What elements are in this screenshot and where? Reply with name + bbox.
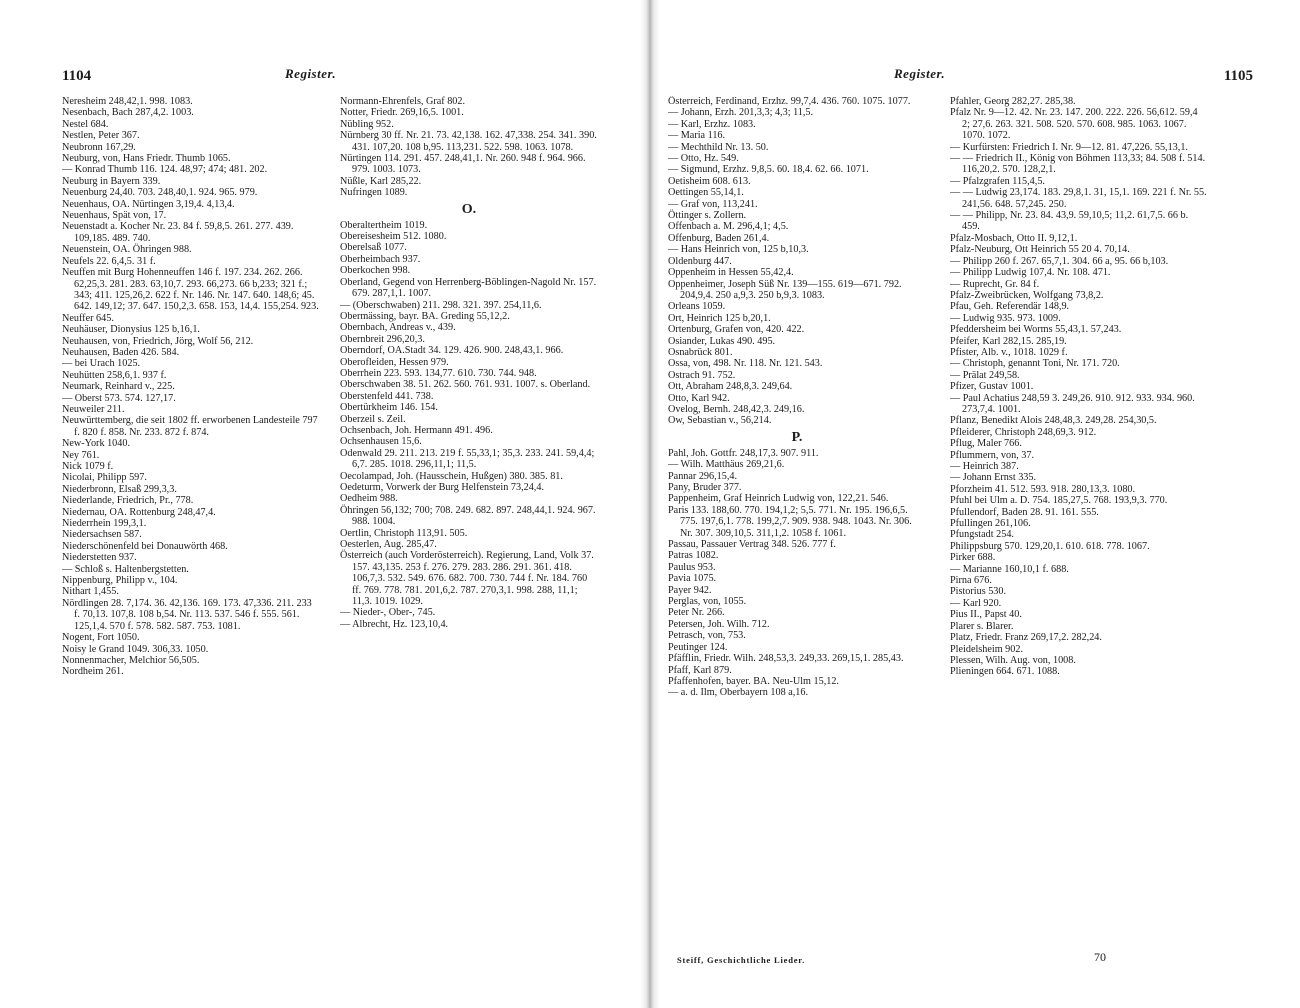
register-entry: Pistorius 530. [950, 586, 1007, 598]
register-entry: Obernbreit 296,20,3. [340, 333, 425, 345]
register-entry: Pany, Bruder 377. [668, 482, 742, 493]
register-entry: Oppenheim in Hessen 55,42,4. [668, 267, 794, 279]
register-entry: Pfeifer, Karl 282,15. 285,19. [950, 335, 1067, 347]
register-entry: Neuenstein, OA. Öhringen 988. [62, 244, 192, 256]
register-entry: Neuhäuser, Dionysius 125 b,16,1. [62, 324, 200, 336]
register-entry: — Sigmund, Erzhz. 9,8,5. 60. 18,4. 62. 66. 1071. [668, 164, 869, 176]
register-entry: — Ludwig 935. 973. 1009. [950, 312, 1061, 324]
register-entry: Perglas, von, 1055. [668, 596, 747, 608]
register-entry: Pflummern, von, 37. [950, 449, 1035, 461]
register-entry: Ow, Sebastian v., 56,214. [668, 415, 772, 427]
register-entry: Neumark, Reinhard v., 225. [62, 381, 175, 393]
register-entry: Nesenbach, Bach 287,4,2. 1003. [62, 107, 194, 119]
register-entry: Ott, Abraham 248,8,3. 249,64. [668, 381, 793, 393]
register-entry: Oberheimbach 937. [340, 253, 421, 265]
register-entry: Nogent, Fort 1050. [62, 632, 140, 644]
register-entry: Neuwürttemberg, die seit 1802 ff. erworbenen Landesteile 797 f. 820 f. 858. Nr. 233. 872 f. 874. [62, 415, 318, 438]
register-entry: Pflanz, Benedikt Alois 248,48,3. 249,28. 254,30,5. [950, 415, 1157, 427]
register-entry: Passau, Passauer Vertrag 348. 526. 777 f. [668, 539, 836, 551]
register-entry: — Albrecht, Hz. 123,10,4. [340, 618, 449, 630]
register-entry: — Otto, Hz. 549. [668, 153, 739, 165]
register-entry: Plessen, Wilh. Aug. von, 1008. [950, 654, 1076, 666]
register-entry: Pirker 688. [950, 552, 996, 564]
register-entry: Neuhausen, Baden 426. 584. [62, 346, 180, 358]
register-entry: Pfister, Alb. v., 1018. 1029 f. [950, 346, 1068, 358]
register-column [62, 96, 320, 981]
signature-number: 70 [1094, 950, 1106, 964]
register-entry: Odenwald 29. 211. 213. 219 f. 55,33,1; 35,3. 233. 241. 59,4,4; 6,7. 285. 1018. 296,11,1; 11,5. [340, 447, 595, 471]
register-entry: Noisy le Grand 1049. 306,33. 1050. [62, 643, 209, 655]
register-entry: — Karl 920. [950, 597, 1002, 609]
register-entry: Obertürkheim 146. 154. [340, 402, 438, 414]
register-entry: Peter Nr. 266. [668, 607, 725, 619]
register-entry: Philippsburg 570. 129,20,1. 610. 618. 778. 1067. [950, 540, 1150, 552]
register-entry: Niederstetten 937. [62, 552, 137, 564]
register-entry: Notter, Friedr. 269,16,5. 1001. [340, 107, 464, 119]
section-letter: P. [791, 429, 803, 445]
register-entry: Oberschwaben 38. 51. 262. 560. 761. 931. 1007. s. Oberland. [340, 379, 591, 391]
register-entry: Pfaff, Karl 879. [668, 664, 732, 676]
register-entry: Oedheim 988. [340, 493, 398, 505]
register-entry: Oberofleiden, Hessen 979. [340, 356, 449, 368]
register-entry: Pfullingen 261,106. [950, 518, 1031, 530]
register-entry: — Marianne 160,10,1 f. 688. [950, 563, 1069, 575]
register-entry: — Mechthild Nr. 13. 50. [668, 141, 769, 153]
register-entry: Petrasch, von, 753. [668, 630, 746, 642]
register-entry: Pforzheim 41. 512. 593. 918. 280,13,3. 1080. [950, 483, 1136, 495]
register-entry: Neuburg, von, Hans Friedr. Thumb 1065. [62, 153, 231, 165]
register-entry: Plarer s. Blarer. [950, 620, 1014, 632]
register-entry: Oettingen 55,14,1. [668, 187, 744, 199]
register-entry: Pahl, Joh. Gottfr. 248,17,3. 907. 911. [668, 447, 819, 459]
register-column [668, 96, 926, 981]
register-entry: — Karl, Erzhz. 1083. [668, 118, 756, 130]
register-entry: Ochsenhausen 15,6. [340, 436, 422, 448]
register-entry: Oberrhein 223. 593. 134,77. 610. 730. 744. 948. [340, 367, 537, 379]
register-entry: Neuweiler 211. [62, 403, 125, 415]
register-entry: Neuhausen, von, Friedrich, Jörg, Wolf 56, 212. [62, 335, 254, 347]
register-entry: Pfäfflin, Friedr. Wilh. 248,53,3. 249,33. 269,15,1. 285,43. [668, 653, 904, 665]
register-column [950, 96, 1208, 981]
register-entry: Österreich, Ferdinand, Erzhz. 99,7,4. 436. 760. 1075. 1077. [668, 96, 911, 107]
register-entry: Neuenhaus, OA. Nürtingen 3,19,4. 4,13,4. [62, 198, 235, 210]
register-entry: Pfau, Geh. Referendär 148,9. [950, 301, 1070, 313]
running-head: Register. [894, 66, 946, 81]
register-entry: Pfaffenhofen, bayer. BA. Neu-Ulm 15,12. [668, 675, 839, 687]
register-entry: Neresheim 248,42,1. 998. 1083. [62, 96, 193, 107]
register-entry: Nürnberg 30 ff. Nr. 21. 73. 42,138. 162. 47,338. 254. 341. 390. 431. 107,20. 108 b,95. 113,231. 522. 598. 1063. 1078. [340, 130, 597, 153]
register-entry: — Nieder-, Ober-, 745. [340, 607, 436, 619]
register-entry: — Kurfürsten: Friedrich I. Nr. 9—12. 81. 47,226. 55,13,1. [950, 141, 1188, 153]
register-entry: Ochsenbach, Joh. Hermann 491. 496. [340, 424, 493, 436]
register-entry: — Konrad Thumb 116. 124. 48,97; 474; 481. 202. [62, 164, 268, 176]
register-entry: — Wilh. Matthäus 269,21,6. [668, 459, 785, 471]
register-entry: Obermässing, bayr. BA. Greding 55,12,2. [340, 310, 510, 322]
register-entry: Niedersachsen 587. [62, 529, 142, 541]
register-entry: Osnabrück 801. [668, 346, 733, 358]
register-entry: — Ruprecht, Gr. 84 f. [950, 278, 1040, 290]
register-entry: New-York 1040. [62, 438, 131, 450]
register-entry: Neuenburg 24,40. 703. 248,40,1. 924. 965. 979. [62, 187, 258, 199]
register-entry: Nithart 1,455. [62, 586, 119, 598]
register-entry: — Philipp 260 f. 267. 65,7,1. 304. 66 a, 95. 66 b,103. [950, 255, 1169, 267]
register-entry: — Johann Ernst 335. [950, 472, 1037, 484]
register-entry: Niedernau, OA. Rottenburg 248,47,4. [62, 506, 216, 518]
register-entry: Öhringen 56,132; 700; 708. 249. 682. 897. 248,44,1. 924. 967. 988. 1004. [340, 504, 596, 528]
register-entry: Neuenhaus, Spät von, 17. [62, 210, 167, 222]
register-entry: Neubronn 167,29. [62, 141, 136, 153]
register-entry: Pfeddersheim bei Worms 55,43,1. 57,243. [950, 324, 1122, 336]
register-entry: Pleidelsheim 902. [950, 643, 1024, 655]
register-entry: Patras 1082. [668, 550, 719, 562]
register-entry: Plieningen 664. 671. 1088. [950, 666, 1060, 678]
register-entry: Niederschönenfeld bei Donauwörth 468. [62, 540, 228, 552]
register-entry: Nordheim 261. [62, 666, 124, 678]
register-entry: Pfalz-Mosbach, Otto II. 9,12,1. [950, 232, 1078, 244]
register-entry: Nick 1079 f. [62, 461, 114, 472]
register-column [340, 96, 598, 981]
register-entry: Pavia 1075. [668, 573, 717, 585]
register-entry: Oldenburg 447. [668, 255, 732, 267]
register-entry: Nicolai, Philipp 597. [62, 472, 147, 484]
register-entry: Oberzeil s. Zeil. [340, 413, 406, 425]
register-entry: Pfalz Nr. 9—12. 42. Nr. 23. 147. 200. 222. 226. 56,612. 59,4 2; 27,6. 263. 321. 508. 520. 570. 608. 985. 1063. 1067. 1070. 1072. [950, 107, 1198, 142]
register-entry: — Heinrich 387. [950, 461, 1019, 472]
register-entry: Neuhütten 258,6,1. 937 f. [62, 369, 167, 381]
register-entry: Oberndorf, OA.Stadt 34. 129. 426. 900. 248,43,1. 966. [340, 345, 564, 357]
register-entry: Ossa, von, 498. Nr. 118. Nr. 121. 543. [668, 358, 823, 370]
register-entry: Pius II., Papst 40. [950, 609, 1022, 621]
register-entry: — Oberst 573. 574. 127,17. [62, 392, 176, 404]
register-entry: Pfahler, Georg 282,27. 285,38. [950, 96, 1076, 107]
register-entry: Oesterlen, Aug. 285,47. [340, 539, 437, 551]
register-entry: Neuburg in Bayern 339. [62, 175, 161, 187]
register-entry: Nonnenmacher, Melchior 56,505. [62, 654, 200, 666]
register-entry: Pfungstadt 254. [950, 529, 1014, 541]
section-letter: O. [461, 201, 477, 217]
register-entry: Neuenstadt a. Kocher Nr. 23. 84 f. 59,8,5. 261. 277. 439. 109,185. 489. 740. [62, 221, 294, 244]
register-entry: Otto, Karl 942. [668, 392, 730, 404]
register-entry: Paulus 953. [668, 561, 716, 573]
register-entry: Pannar 296,15,4. [668, 470, 738, 482]
register-entry: — Christoph, genannt Toni, Nr. 171. 720. [950, 358, 1120, 370]
register-entry: — Hans Heinrich von, 125 b,10,3. [668, 244, 809, 256]
register-entry: Oberstenfeld 441. 738. [340, 390, 434, 402]
register-entry: Niederlande, Friedrich, Pr., 778. [62, 495, 194, 507]
register-entry: Ortenburg, Grafen von, 420. 422. [668, 324, 805, 336]
register-entry: Oertlin, Christoph 113,91. 505. [340, 527, 468, 539]
register-entry: Ostrach 91. 752. [668, 369, 736, 381]
register-entry: Paris 133. 188,60. 770. 194,1,2; 5,5. 771. Nr. 195. 196,6,5. 775. 197,6,1. 778. 199,2,7. 909. 938. 948. 1043. Nr. 306. Nr. 307. 309,10,5. 311,1,2. 1058 f. 1061. [668, 504, 912, 539]
register-entry: Nüßle, Karl 285,22. [340, 175, 422, 187]
register-entry: Neufels 22. 6,4,5. 31 f. [62, 255, 156, 267]
register-entry: Pfalz-Neuburg, Ott Heinrich 55 20 4. 70,14. [950, 244, 1130, 256]
register-entry: Österreich (auch Vorderösterreich). Regierung, Land, Volk 37. 157. 43,135. 253 f. 276. 279. 283. 286. 291. 361. 418. 106,7,3. 532. 549. 676. 682. 700. 730. 744 f. Nr. 184. 760 ff. 769. 778. 781. 201,6,2. 787. 270,3,1. 998. 288, 11,1; 11,3. 1019. 1029. [340, 550, 594, 608]
register-entry: Nördlingen 28. 7,174. 36. 42,136. 169. 173. 47,336. 211. 233 f. 70,13. 107,8. 108 b,54. Nr. 113. 537. 546 f. 555. 561. 125,1,4. 570 f. 578. 582. 587. 753. 1081. [62, 597, 312, 632]
register-entry: — Pfalzgrafen 115,4,5. [950, 175, 1045, 187]
register-entry: Pfalz-Zweibrücken, Wolfgang 73,8,2. [950, 289, 1104, 301]
register-entry: Nufringen 1089. [340, 187, 408, 199]
register-entry: — Johann, Erzh. 201,3,3; 4,3; 11,5. [668, 107, 814, 119]
register-entry: Obernbach, Andreas v., 439. [340, 322, 456, 334]
register-entry: Oberkochen 998. [340, 265, 411, 277]
register-entry: Normann-Ehrenfels, Graf 802. [340, 96, 466, 107]
register-entry: Nübling 952. [340, 118, 394, 130]
register-entry: Pfleiderer, Christoph 248,69,3. 912. [950, 426, 1097, 438]
register-entry: Oedeturm, Vorwerk der Burg Helfenstein 73,24,4. [340, 482, 544, 493]
register-entry: Obereisesheim 512. 1080. [340, 231, 447, 243]
page-number: 1104 [62, 68, 92, 84]
register-entry: Osiander, Lukas 490. 495. [668, 335, 776, 347]
register-entry: Niederbronn, Elsaß 299,3,3. [62, 483, 177, 495]
register-entry: — a. d. Ilm, Oberbayern 108 a,16. [668, 687, 809, 699]
footer-signature: Steiff, Geschichtliche Lieder. [677, 955, 806, 965]
register-entry: — — Philipp, Nr. 23. 84. 43,9. 59,10,5; 11,2. 61,7,5. 66 b. 459. [950, 210, 1189, 233]
register-entry: Platz, Friedr. Franz 269,17,2. 282,24. [950, 632, 1102, 644]
register-entry: Offenbach a. M. 296,4,1; 4,5. [668, 221, 789, 233]
register-entry: — Prälat 249,58. [950, 369, 1020, 381]
register-entry: — bei Urach 1025. [62, 358, 141, 370]
register-entry: Nippenburg, Philipp v., 104. [62, 575, 178, 587]
register-entry: Ney 761. [62, 449, 100, 461]
register-entry: Pflug, Maler 766. [950, 438, 1022, 450]
register-entry: Neuffen mit Burg Hohenneuffen 146 f. 197. 234. 262. 266. 62,25,3. 281. 283. 63,10,7. 293. 66,273. 66 b,233; 321 f.; 343; 411. 125,26,2. 622 f. Nr. 146. Nr. 147. 640. 148,6; 45. 642. 149,12; 37. 647. 150,2,3. 658. 153, 14,4. 155,254. 923. [62, 267, 319, 313]
register-entry: Niederrhein 199,3,1. [62, 518, 147, 530]
right-page [652, 0, 1300, 1008]
register-entry: Peutinger 124. [668, 641, 728, 653]
register-entry: Pfullendorf, Baden 28. 91. 161. 555. [950, 506, 1099, 518]
page-number: 1105 [1223, 68, 1253, 84]
register-entry: Ovelog, Bernh. 248,42,3. 249,16. [668, 403, 805, 415]
register-entry: Nestlen, Peter 367. [62, 130, 140, 142]
register-entry: Oberaltertheim 1019. [340, 219, 428, 231]
register-entry: — Paul Achatius 248,59 3. 249,26. 910. 912. 933. 934. 960. 273,7,4. 1001. [950, 392, 1195, 415]
register-entry: — Philipp Ludwig 107,4. Nr. 108. 471. [950, 267, 1111, 279]
register-entry: Offenburg, Baden 261,4. [668, 232, 770, 244]
register-entry: — Maria 116. [668, 130, 726, 142]
register-entry: Pfuhl bei Ulm a. D. 754. 185,27,5. 768. 193,9,3. 770. [950, 495, 1168, 507]
register-entry: Pirna 676. [950, 575, 992, 587]
register-entry: Nürtingen 114. 291. 457. 248,41,1. Nr. 260. 948 f. 964. 966. 979. 1003. 1073. [340, 153, 586, 176]
register-entry: Orleans 1059. [668, 301, 726, 313]
register-entry: Neuffer 645. [62, 312, 114, 324]
register-entry: Oberelsaß 1077. [340, 242, 407, 254]
register-entry: Oetisheim 608. 613. [668, 175, 751, 187]
register-entry: — Graf von, 113,241. [668, 198, 758, 210]
register-entry: — Schloß s. Haltenbergstetten. [62, 563, 189, 575]
register-entry: Oberland, Gegend von Herrenberg-Böblingen-Nagold Nr. 157. 679. 287,1,1. 1007. [340, 276, 597, 300]
register-entry: Oecolampad, Joh. (Hausschein, Hußgen) 380. 385. 81. [340, 470, 563, 482]
register-entry: Pfizer, Gustav 1001. [950, 381, 1034, 393]
register-entry: — (Oberschwaben) 211. 298. 321. 397. 254,11,6. [340, 299, 542, 311]
register-entry: Pappenheim, Graf Heinrich Ludwig von, 122,21. 546. [668, 493, 889, 505]
register-entry: Oppenheimer, Joseph Süß Nr. 139—155. 619—671. 792. 204,9,4. 250 a,9,3. 250 b,9,3. 1083. [668, 278, 902, 301]
register-entry: Öttinger s. Zollern. [668, 210, 747, 222]
register-entry: — — Ludwig 23,174. 183. 29,8,1. 31, 15,1. 169. 221 f. Nr. 55. 241,56. 648. 57,245. 250. [950, 187, 1207, 210]
register-entry: Nestel 684. [62, 118, 109, 130]
register-entry: — — Friedrich II., König von Böhmen 113,33; 84. 508 f. 514. 116,20,2. 570. 128,2,1. [950, 153, 1206, 176]
register-entry: Ort, Heinrich 125 b,20,1. [668, 312, 771, 324]
running-head: Register. [285, 66, 337, 81]
left-page [0, 0, 648, 1008]
register-entry: Payer 942. [668, 584, 712, 596]
register-entry: Petersen, Joh. Wilh. 712. [668, 618, 770, 630]
